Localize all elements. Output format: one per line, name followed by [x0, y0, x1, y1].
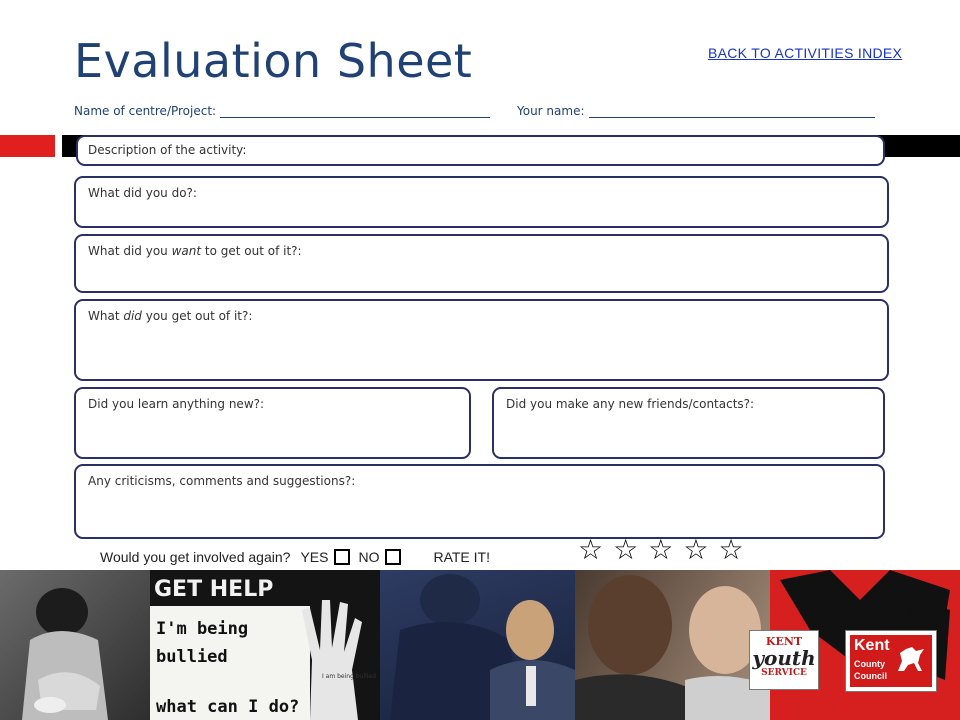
yes-checkbox[interactable]: [334, 549, 350, 565]
star-icon[interactable]: ☆: [613, 533, 639, 566]
red-accent-block: [0, 135, 55, 157]
friends-label: Did you make any new friends/contacts?:: [506, 397, 755, 411]
no-label: NO: [358, 549, 380, 565]
hand-text: I am being bullied: [322, 673, 376, 680]
want-box[interactable]: [74, 234, 889, 293]
horse-icon: [894, 643, 928, 677]
star-icon[interactable]: ☆: [683, 533, 709, 566]
rating-stars: [578, 533, 744, 566]
photo-banner: [0, 570, 960, 720]
photo-sad-child: [0, 570, 150, 720]
bullied-line-3: what can I do?: [156, 697, 300, 717]
back-to-index-link[interactable]: BACK TO ACTIVITIES INDEX: [708, 45, 903, 61]
description-label: Description of the activity:: [88, 143, 247, 157]
centre-label: Name of centre/Project:: [74, 104, 217, 118]
rate-label: RATE IT!: [433, 549, 490, 565]
page-title: Evaluation Sheet: [74, 34, 473, 88]
get-help-text: GET HELP: [154, 577, 274, 602]
bullied-line-1: I'm being: [156, 619, 249, 639]
photo-boys: [575, 570, 770, 720]
yes-label: YES: [300, 549, 329, 565]
what-did-you-do-box[interactable]: [74, 176, 889, 228]
got-box[interactable]: [74, 299, 889, 381]
involved-row: [100, 546, 490, 568]
description-box[interactable]: [76, 135, 885, 166]
centre-field[interactable]: [74, 104, 490, 118]
star-icon[interactable]: ☆: [718, 533, 744, 566]
star-icon[interactable]: ☆: [648, 533, 674, 566]
name-field[interactable]: [517, 104, 875, 118]
involved-question: Would you get involved again?: [100, 549, 291, 565]
photo-get-help: [150, 570, 380, 720]
bullied-line-2: bullied: [156, 647, 228, 667]
kent-youth-service-logo: KENT youth SERVICE: [749, 630, 819, 690]
photo-students: [380, 570, 575, 720]
centre-blank[interactable]: [220, 105, 490, 118]
what-did-you-do-label: What did you do?:: [88, 186, 197, 200]
comments-box[interactable]: [74, 464, 885, 539]
comments-label: Any criticisms, comments and suggestions?:: [88, 474, 356, 488]
star-icon[interactable]: ☆: [578, 533, 604, 566]
no-checkbox[interactable]: [385, 549, 401, 565]
learn-label: Did you learn anything new?:: [88, 397, 265, 411]
friends-box[interactable]: [492, 387, 885, 459]
got-label: What did you get out of it?:: [88, 309, 253, 323]
name-label: Your name:: [517, 104, 585, 118]
learn-box[interactable]: [74, 387, 471, 459]
name-blank[interactable]: [589, 105, 875, 118]
kent-county-council-logo: Kent County Council: [845, 630, 937, 692]
want-label: What did you want to get out of it?:: [88, 244, 302, 258]
